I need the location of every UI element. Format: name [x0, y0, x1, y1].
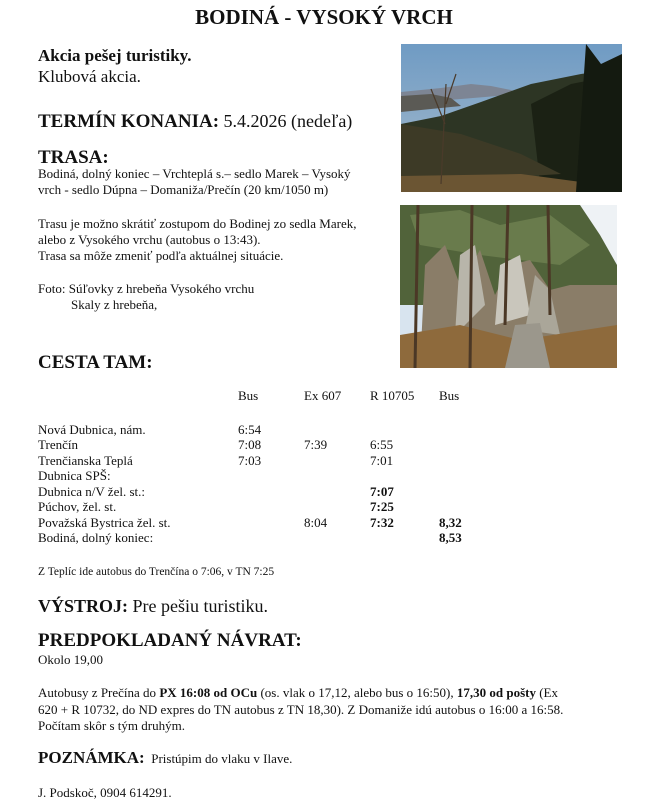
departure-time: [304, 530, 370, 546]
timetable-row: [38, 499, 479, 515]
departure-time: [238, 530, 304, 546]
remark: [38, 748, 292, 768]
route-line: vrch - sedlo Dúpna – Domaniža/Prečín (20 km/1050 m): [38, 182, 329, 197]
timetable-row: [38, 515, 479, 531]
route-note-line: Trasa sa môže zmeniť podľa aktuálnej situácie.: [38, 248, 284, 263]
departure-time: [370, 422, 439, 438]
equipment-value: Pre pešiu turistiku.: [128, 596, 269, 616]
column-header: Bus: [238, 388, 259, 403]
stop-name: Púchov, žel. st.: [38, 499, 117, 514]
departure-time: 8,53: [439, 530, 462, 545]
departure-time: 6:54: [238, 421, 262, 437]
page-title: BODINÁ - VYSOKÝ VRCH: [195, 5, 453, 29]
column-header: [38, 388, 238, 404]
departure-time: 6:55: [370, 437, 394, 452]
route-note-line: Trasu je možno skrátiť zostupom do Bodinej zo sedla Marek,: [38, 216, 357, 231]
contact: J. Podskoč, 0904 614291.: [38, 785, 172, 800]
departure-time: 7:39: [304, 437, 328, 452]
column-header: Ex 607: [304, 388, 342, 403]
departure-time: [304, 484, 370, 500]
rocks-photo: [400, 205, 617, 368]
equipment-label: VÝSTROJ:: [38, 596, 129, 616]
timetable-row: [38, 453, 479, 469]
stop-name: Bodiná, dolný koniec:: [38, 530, 154, 545]
return-heading: PREDPOKLADANÝ NÁVRAT:: [38, 630, 302, 651]
departure-time: 7:32: [370, 514, 394, 530]
route-line: Bodiná, dolný koniec – Vrchteplá s.– sedlo Marek – Vysoký: [38, 166, 351, 181]
photo-caption: Súľovky z hrebeňa Vysokého vrchu: [68, 281, 255, 296]
departure-time: [439, 437, 479, 453]
journey-heading: CESTA TAM:: [38, 352, 153, 373]
departure-time: [304, 468, 370, 484]
stop-name: Nová Dubnica, nám.: [38, 421, 146, 437]
term-label: TERMÍN KONANIA:: [38, 111, 220, 132]
route-note-line: alebo z Vysokého vrchu (autobus o 13:43).: [38, 232, 261, 247]
timetable-row: [38, 437, 479, 453]
stop-name: Dubnica n/V žel. st.:: [38, 483, 145, 499]
equipment: [38, 596, 268, 617]
stop-name: Považská Bystrica žel. st.: [38, 514, 171, 530]
departure-time: [439, 484, 479, 500]
column-header: Bus: [439, 388, 460, 403]
route-description: [38, 166, 351, 198]
return-highlight: PX 16:08 od OCu: [159, 685, 258, 700]
timetable-row: [38, 484, 479, 500]
timetable-row: [38, 422, 479, 438]
departure-time: [238, 515, 304, 531]
departure-time: [304, 422, 370, 438]
departure-time: 8:04: [304, 514, 328, 530]
remark-value: Pristúpim do vlaku v Ilave.: [144, 751, 293, 766]
stop-name: Trenčianska Teplá: [38, 452, 133, 468]
landscape-photo: [401, 44, 622, 192]
event-type: Akcia pešej turistiky.: [38, 46, 192, 65]
departure-time: [304, 499, 370, 515]
timetable-header: [38, 388, 479, 404]
route-note: [38, 216, 356, 264]
departure-time: 7:01: [370, 452, 394, 468]
return-details: [38, 685, 563, 735]
journey-note: Z Teplíc ide autobus do Trenčína o 7:06, v TN 7:25: [38, 566, 275, 578]
photo-caption: Skaly z hrebeňa,: [71, 297, 158, 312]
departure-time: [439, 422, 479, 438]
return-text: (os. vlak o 17,12, alebo bus o 16:50),: [257, 685, 457, 700]
photo-credits: [38, 281, 254, 313]
event-subtype: Klubová akcia.: [38, 67, 141, 86]
return-text: 620 + R 10732, do ND expres do TN autobus z TN 18,30). Z Domaniže idú autobus o 16:00 a 16:58.: [38, 701, 564, 717]
stop-name: Dubnica SPŠ:: [38, 468, 111, 483]
departure-time: [439, 453, 479, 469]
route-heading: TRASA:: [38, 147, 109, 168]
remark-label: POZNÁMKA:: [38, 748, 145, 767]
return-text: (Ex: [535, 685, 558, 700]
stop-name: Trenčín: [38, 437, 78, 452]
departure-time: [439, 468, 479, 484]
photo-label: Foto:: [38, 281, 66, 296]
term-value: 5.4.2026 (nedeľa): [219, 111, 353, 131]
timetable-row: [38, 530, 479, 546]
departure-time: [238, 468, 304, 484]
timetable-row: [38, 468, 479, 484]
column-header: R 10705: [370, 388, 415, 403]
departure-time: 7:07: [370, 483, 394, 499]
return-text: Počítam skôr s tým druhým.: [38, 718, 185, 733]
return-highlight: 17,30 od pošty: [456, 685, 536, 700]
departure-time: [370, 530, 439, 546]
departure-time: 7:03: [238, 452, 262, 468]
return-time: Okolo 19,00: [38, 652, 103, 667]
timetable: [38, 388, 479, 546]
departure-time: 8,32: [439, 514, 462, 530]
departure-time: [238, 484, 304, 500]
event-date: [38, 111, 352, 133]
departure-time: 7:08: [238, 437, 262, 452]
return-text: Autobusy z Prečína do: [38, 685, 160, 700]
departure-time: 7:25: [370, 499, 394, 514]
departure-time: [304, 453, 370, 469]
departure-time: [370, 468, 439, 484]
departure-time: [439, 499, 479, 515]
departure-time: [238, 499, 304, 515]
